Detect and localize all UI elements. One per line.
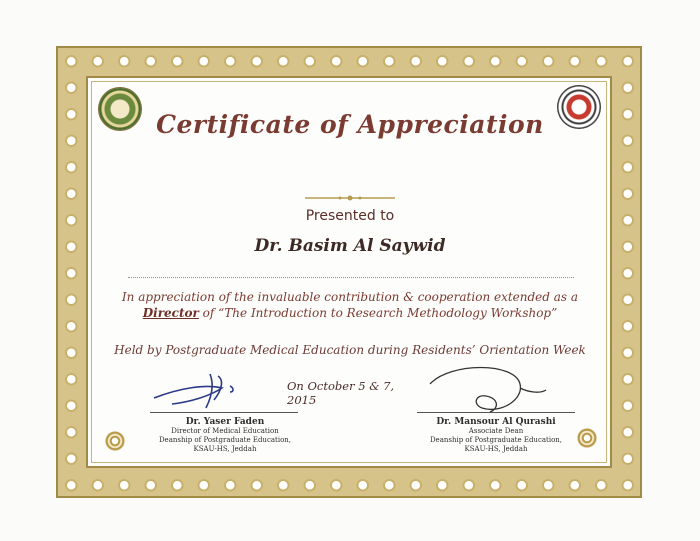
certificate-title: Certificate of Appreciation: [156, 110, 544, 139]
left-signatory: [140, 417, 310, 454]
of-text: of: [198, 306, 219, 320]
workshop-title: “The Introduction to Research Methodology Workshop”: [218, 306, 558, 320]
event-date: On October 5 & 7, 2015: [287, 379, 395, 407]
left-signatory-title: Director of Medical Education: [171, 427, 279, 435]
right-signatory-name: Dr. Mansour Al Qurashi: [436, 417, 556, 427]
right-signature-icon: [420, 362, 550, 422]
right-signatory: [408, 417, 584, 454]
divider-ornament-icon: [305, 195, 395, 201]
left-signatory-name: Dr. Yaser Faden: [185, 417, 265, 427]
right-signatory-title: Associate Dean: [468, 427, 524, 435]
right-signatory-dept: Deanship of Postgraduate Education,: [429, 436, 563, 444]
role-text: Director: [142, 306, 199, 320]
left-signatory-org: KSAU-HS, Jeddah: [193, 445, 257, 453]
role-line: [100, 306, 600, 320]
rosette-icon: [576, 427, 598, 449]
appreciation-text: In appreciation of the invaluable contribution & cooperation extended as a: [121, 290, 579, 304]
left-signature-icon: [150, 366, 270, 414]
right-signatory-org: KSAU-HS, Jeddah: [464, 445, 528, 453]
left-signatory-dept: Deanship of Postgraduate Education,: [158, 436, 292, 444]
held-by-text: Held by Postgraduate Medical Education during Residents’ Orientation Week: [114, 343, 586, 357]
rosette-icon: [104, 430, 126, 452]
left-signature-line: [150, 412, 298, 413]
recipient-name: Dr. Basim Al Saywid: [254, 236, 446, 256]
right-signature-line: [417, 412, 575, 413]
presented-label: Presented to: [305, 208, 395, 224]
divider-rule: [128, 277, 574, 278]
